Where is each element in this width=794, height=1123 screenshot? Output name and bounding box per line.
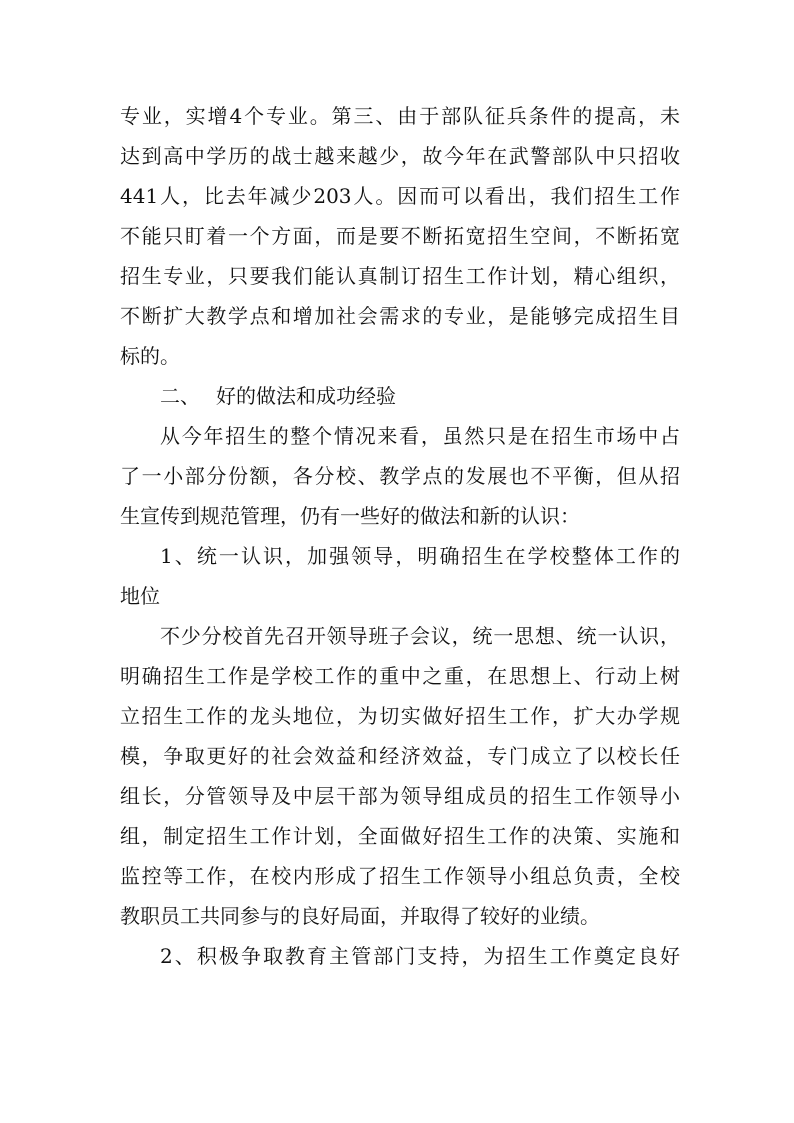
list-item-heading: 2、积极争取教育主管部门支持，为招生工作奠定良好: [160, 944, 680, 968]
list-item-heading: 地位: [120, 584, 160, 608]
paragraph-line: 组长，分管领导及中层干部为领导组成员的招生工作领导小: [120, 784, 680, 808]
paragraph-line: 从今年招生的整个情况来看，虽然只是在招生市场中占: [160, 424, 680, 448]
paragraph-line: 了一小部分份额，各分校、教学点的发展也不平衡，但从招: [120, 464, 680, 488]
section-title: 好的做法和成功经验: [216, 384, 396, 408]
paragraph-line: 专业，实增4个专业。第三、由于部队征兵条件的提高，未: [120, 104, 680, 128]
paragraph-line: 不少分校首先召开领导班子会议，统一思想、统一认识，: [160, 624, 680, 648]
paragraph-line: 不能只盯着一个方面，而是要不断拓宽招生空间，不断拓宽: [120, 224, 680, 248]
section-heading: [120, 376, 680, 416]
paragraph-line: 达到高中学历的战士越来越少，故今年在武警部队中只招收: [120, 144, 680, 168]
paragraph-line: 441人，比去年减少203人。因而可以看出，我们招生工作: [120, 184, 680, 208]
paragraph-line: 监控等工作，在校内形成了招生工作领导小组总负责，全校: [120, 864, 680, 888]
paragraph-line: 模，争取更好的社会效益和经济效益，专门成立了以校长任: [120, 744, 680, 768]
paragraph-line: 招生专业，只要我们能认真制订招生工作计划，精心组织，: [120, 264, 680, 288]
paragraph-line: 不断扩大教学点和增加社会需求的专业，是能够完成招生目: [120, 304, 680, 328]
document-body: [120, 96, 680, 976]
paragraph-line: 组，制定招生工作计划，全面做好招生工作的决策、实施和: [120, 824, 680, 848]
section-number: 二、: [160, 384, 200, 408]
paragraph-line: 生宣传到规范管理，仍有一些好的做法和新的认识：: [120, 504, 580, 528]
list-item-heading: 1、统一认识，加强领导，明确招生在学校整体工作的: [160, 544, 680, 568]
paragraph-line: 标的。: [120, 344, 180, 368]
paragraph-line: 明确招生工作是学校工作的重中之重，在思想上、行动上树: [120, 664, 680, 688]
paragraph-line: 教职员工共同参与的良好局面，并取得了较好的业绩。: [120, 904, 600, 928]
paragraph-line: 立招生工作的龙头地位，为切实做好招生工作，扩大办学规: [120, 704, 680, 728]
